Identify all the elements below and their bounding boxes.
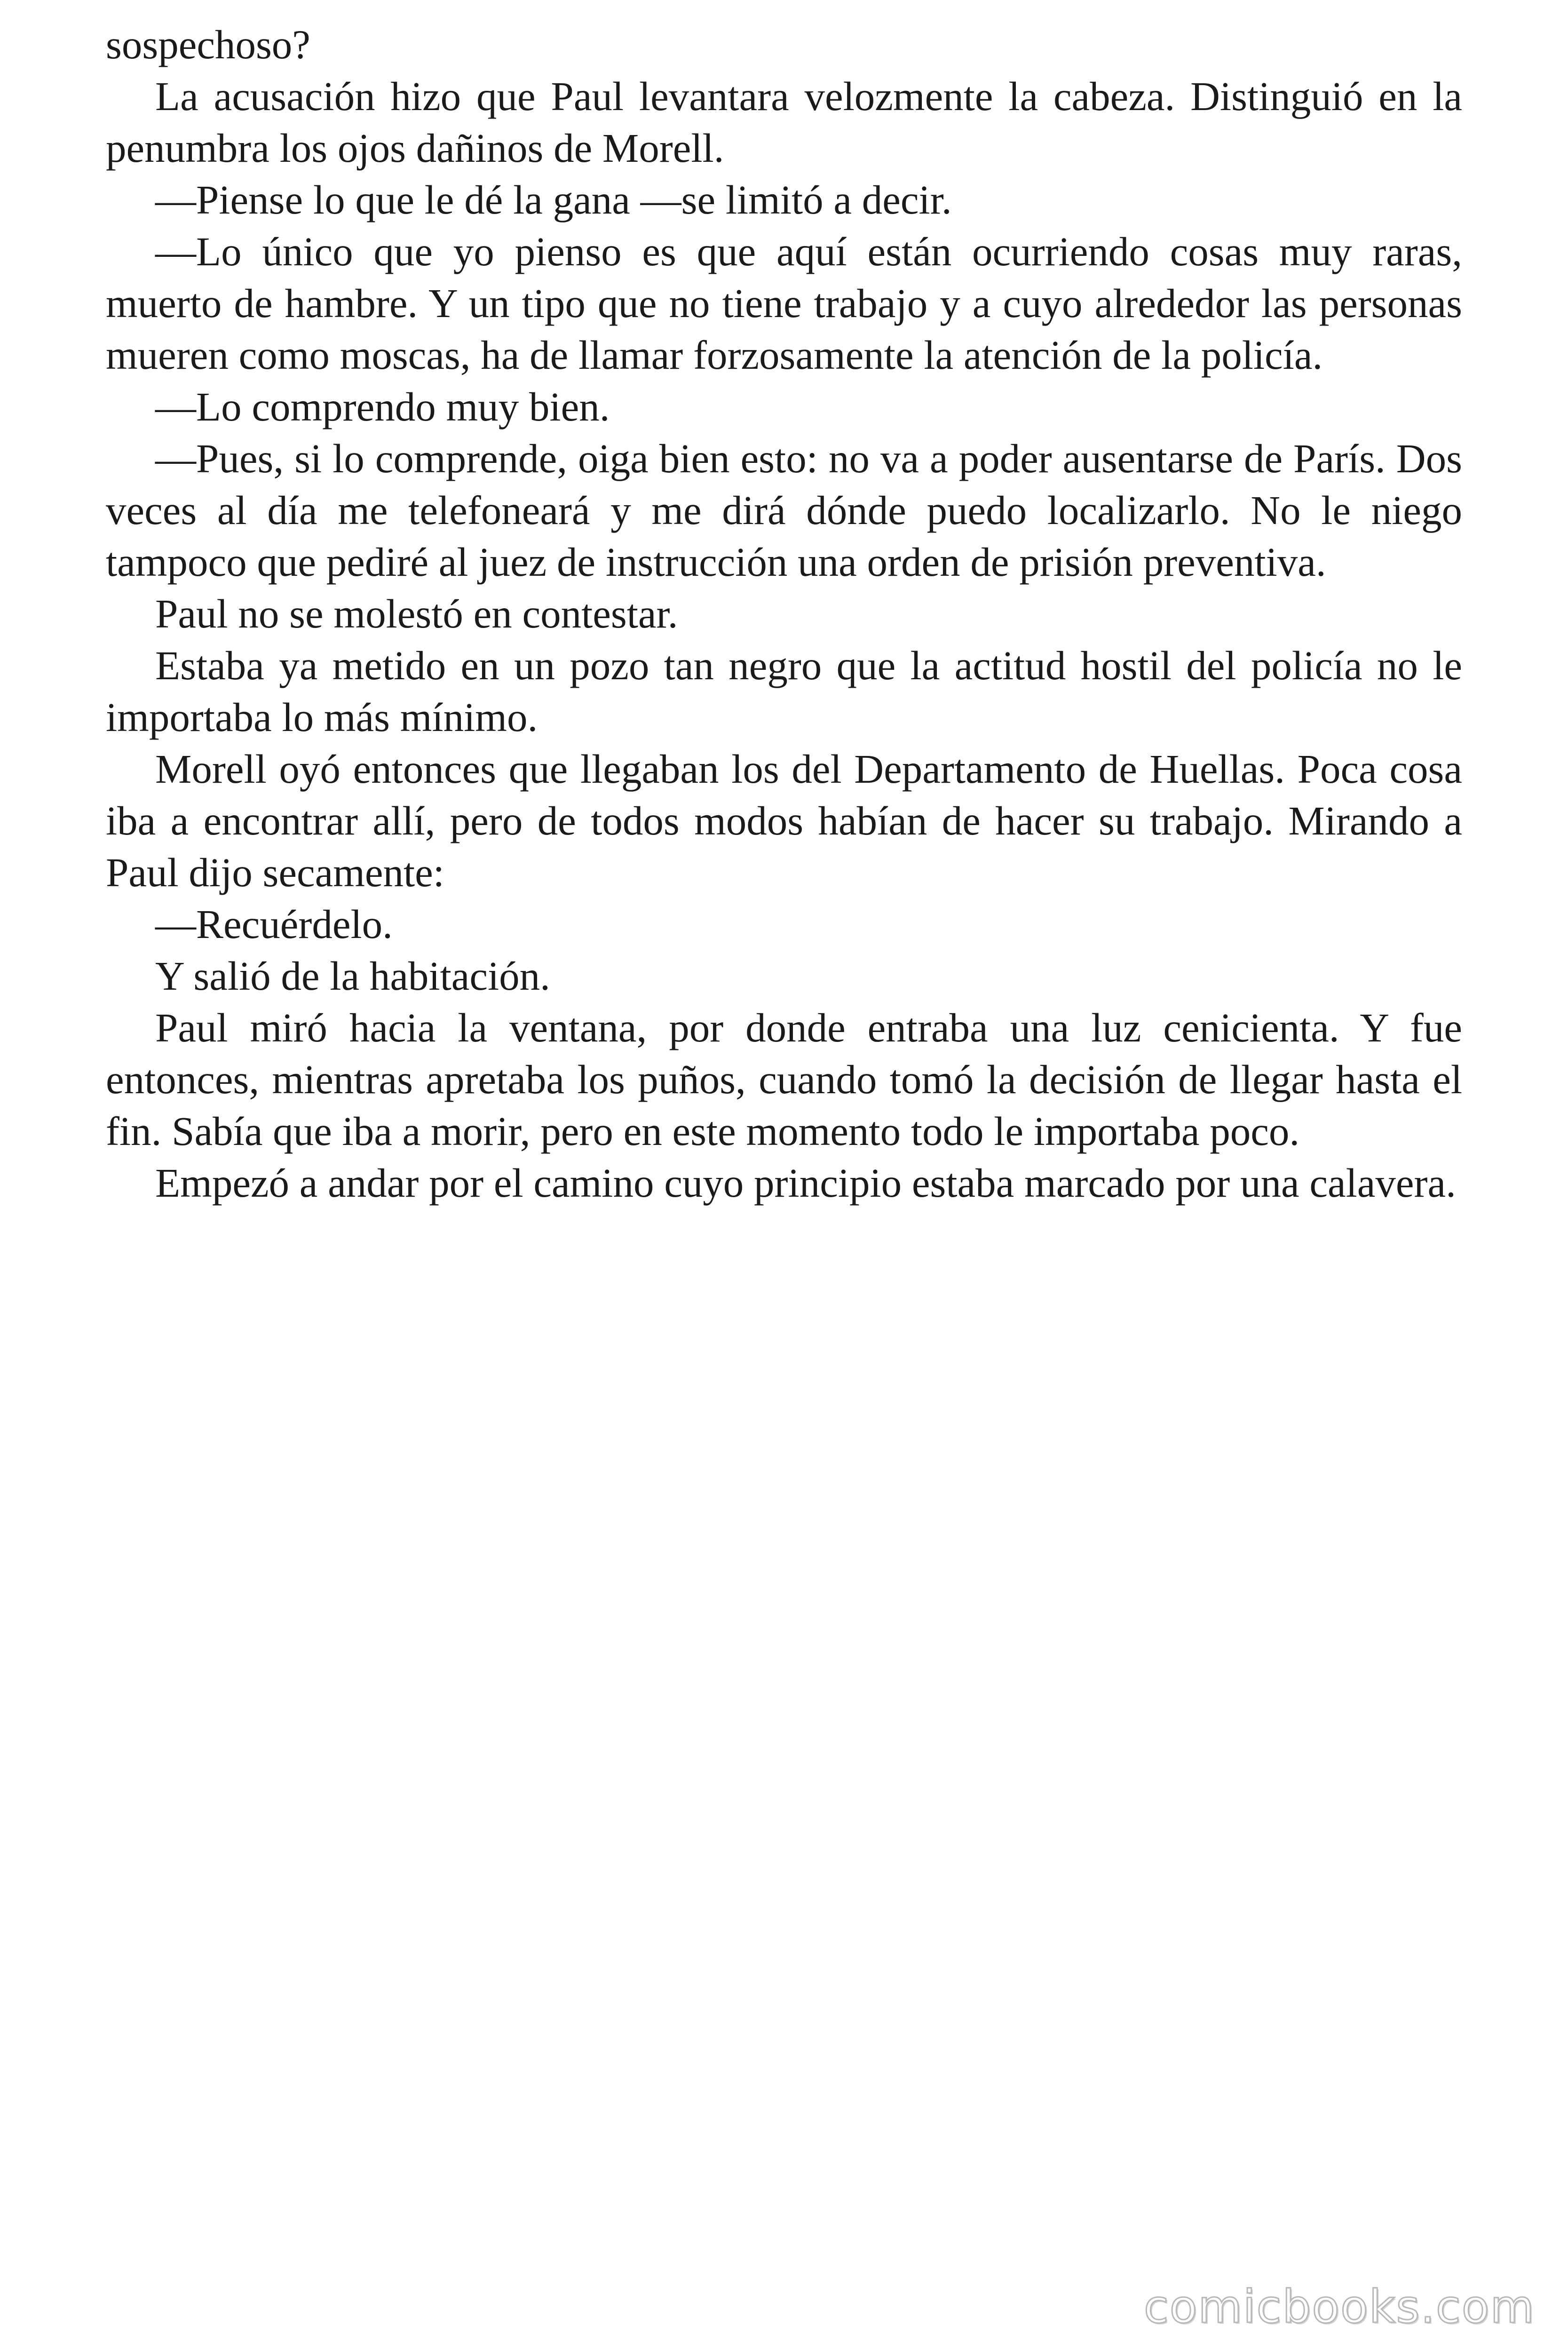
paragraph: Morell oyó entonces que llegaban los del Departamento de Huellas. Poca cosa iba a encontrar allí, pero de todos modos habían de hacer su trabajo. Mirando a Paul dijo secamente: (106, 746, 1462, 895)
paragraph: —Recuérdelo. (155, 901, 393, 947)
watermark: comicbooks.com (1143, 2280, 1535, 2333)
body-text (106, 19, 1462, 1209)
paragraph: La acusación hizo que Paul levantara velozmente la cabeza. Distinguió en la penumbra los ojos dañinos de Morell. (106, 73, 1462, 171)
paragraph: Paul no se molestó en contestar. (155, 591, 678, 636)
paragraph: —Pues, si lo comprende, oiga bien esto: no va a poder ausentarse de París. Dos veces al día me telefoneará y me dirá dónde puedo localizarlo. No le niego tampoco que pediré al juez de instrucción una orden de prisión preventiva. (106, 436, 1462, 585)
paragraph: —Piense lo que le dé la gana —se limitó a decir. (155, 177, 952, 222)
paragraph-continuation: sospechoso? (106, 22, 310, 67)
paragraph: Paul miró hacia la ventana, por donde entraba una luz cenicienta. Y fue entonces, mientras apretaba los puños, cuando tomó la decisión de llegar hasta el fin. Sabía que iba a morir, pero en este momento todo le importaba poco. (106, 1005, 1462, 1154)
paragraph: Estaba ya metido en un pozo tan negro que la actitud hostil del policía no le importaba lo más mínimo. (106, 643, 1462, 740)
paragraph: —Lo único que yo pienso es que aquí están ocurriendo cosas muy raras, muerto de hambre. Y un tipo que no tiene trabajo y a cuyo alrededor las personas mueren como moscas, ha de llamar forzosamente la atención de la policía. (106, 229, 1462, 378)
paragraph: Y salió de la habitación. (155, 953, 550, 999)
paragraph: Empezó a andar por el camino cuyo principio estaba marcado por una calavera. (155, 1160, 1456, 1206)
paragraph: —Lo comprendo muy bien. (155, 384, 610, 429)
